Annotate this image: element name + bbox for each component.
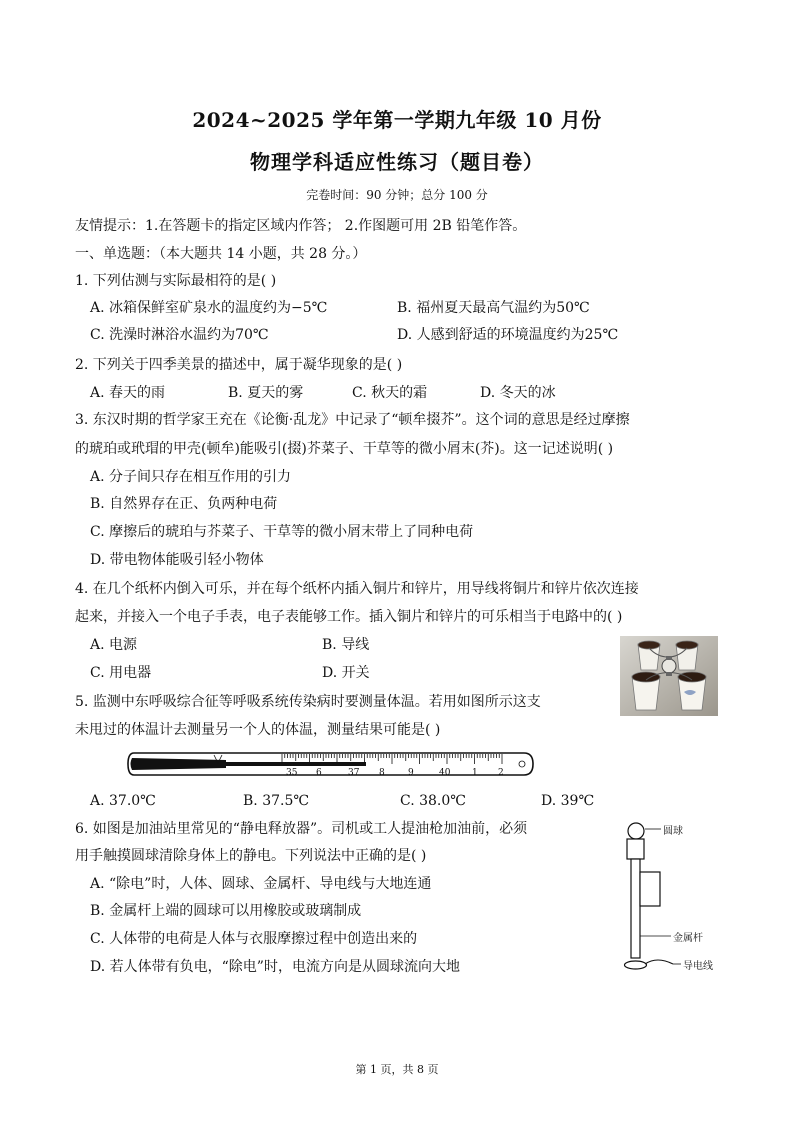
q3-stem-line1: 3. 东汉时期的哲学家王充在《论衡·乱龙》中记录了“顿牟掇芥”。这个词的意思是经过摩擦: [75, 412, 630, 428]
label-metal-rod: 金属杆: [673, 933, 703, 944]
q4-stem-line1: 4. 在几个纸杯内倒入可乐，并在每个纸杯内插入铜片和锌片，用导线将铜片和锌片依次连接: [75, 581, 639, 597]
q2-stem: 2. 下列关于四季美景的描述中，属于凝华现象的是( ): [75, 357, 403, 373]
section-heading: 一、单选题：（本大题共 14 小题，共 28 分。）: [75, 246, 367, 262]
q5-option-a: A. 37.0℃: [90, 793, 156, 809]
clinical-thermometer-figure: [126, 747, 536, 781]
q3-option-c: C. 摩擦后的琥珀与芥菜子、干草等的微小屑末带上了同种电荷: [90, 524, 474, 540]
q1-option-c: C. 洗澡时淋浴水温约为70℃: [90, 327, 269, 343]
scale-label-2: 2: [498, 768, 504, 778]
q3-option-d: D. 带电物体能吸引轻小物体: [90, 552, 264, 568]
exam-meta: 完卷时间：90 分钟；总分 100 分: [306, 188, 488, 202]
scale-label-8: 8: [379, 768, 385, 778]
q1-option-a: A. 冰箱保鲜室矿泉水的温度约为−5℃: [90, 300, 328, 316]
scale-label-35: 35: [286, 768, 298, 778]
q2-option-d: D. 冬天的冰: [480, 385, 556, 401]
q3-stem-line2: 的琥珀或玳瑁的甲壳(顿牟)能吸引(掇)芥菜子、干草等的微小屑末(芥)。这一记述说明( ): [75, 441, 614, 457]
q6-option-b: B. 金属杆上端的圆球可以用橡胶或玻璃制成: [90, 903, 362, 919]
q4-option-b: B. 导线: [322, 637, 370, 653]
exam-title: 2024~2025 学年第一学期九年级 10 月份: [192, 108, 602, 132]
q4-option-c: C. 用电器: [90, 665, 152, 681]
q2-option-b: B. 夏天的雾: [228, 385, 304, 401]
q2-option-a: A. 春天的雨: [90, 385, 166, 401]
label-ground-wire: 导电线: [683, 961, 713, 972]
q5-option-d: D. 39℃: [541, 793, 595, 809]
cola-cups-figure: [620, 636, 718, 716]
q6-stem-line2: 用手触摸圆球清除身体上的静电。下列说法中正确的是( ): [75, 848, 427, 864]
q3-option-a: A. 分子间只存在相互作用的引力: [90, 469, 292, 485]
friendly-tip: 友情提示：1.在答题卡的指定区域内作答； 2.作图题可用 2B 铅笔作答。: [75, 218, 527, 234]
q1-option-d: D. 人感到舒适的环境温度约为25℃: [397, 327, 619, 343]
scale-label-1: 1: [472, 768, 478, 778]
static-discharger-figure: [615, 818, 725, 978]
scale-label-37: 37: [348, 768, 360, 778]
q4-option-a: A. 电源: [90, 637, 138, 653]
exam-subtitle: 物理学科适应性练习（题目卷）: [250, 150, 544, 174]
q5-option-b: B. 37.5℃: [243, 793, 310, 809]
q1-option-b: B. 福州夏天最高气温约为50℃: [397, 300, 590, 316]
q6-option-c: C. 人体带的电荷是人体与衣服摩擦过程中创造出来的: [90, 931, 418, 947]
q4-option-d: D. 开关: [322, 665, 370, 681]
q2-option-c: C. 秋天的霜: [352, 385, 428, 401]
label-ball: 圆球: [663, 826, 683, 837]
q3-option-b: B. 自然界存在正、负两种电荷: [90, 496, 278, 512]
q5-option-c: C. 38.0℃: [400, 793, 466, 809]
q5-stem-line1: 5. 监测中东呼吸综合征等呼吸系统传染病时要测量体温。若用如图所示这支: [75, 694, 541, 710]
scale-label-6: 6: [316, 768, 322, 778]
scale-label-9: 9: [408, 768, 414, 778]
scale-label-40: 40: [439, 768, 451, 778]
q5-stem-line2: 未甩过的体温计去测量另一个人的体温，测量结果可能是( ): [75, 722, 441, 738]
q6-option-a: A. “除电”时，人体、圆球、金属杆、导电线与大地连通: [90, 876, 432, 892]
q6-stem-line1: 6. 如图是加油站里常见的“静电释放器”。司机或工人提油枪加油前，必须: [75, 821, 528, 837]
q1-stem: 1. 下列估测与实际最相符的是( ): [75, 273, 277, 289]
q6-option-d: D. 若人体带有负电，“除电”时，电流方向是从圆球流向大地: [90, 959, 460, 975]
q4-stem-line2: 起来，并接入一个电子手表，电子表能够工作。插入铜片和锌片的可乐相当于电路中的( ): [75, 609, 623, 625]
page-footer: 第 1 页，共 8 页: [355, 1063, 439, 1076]
